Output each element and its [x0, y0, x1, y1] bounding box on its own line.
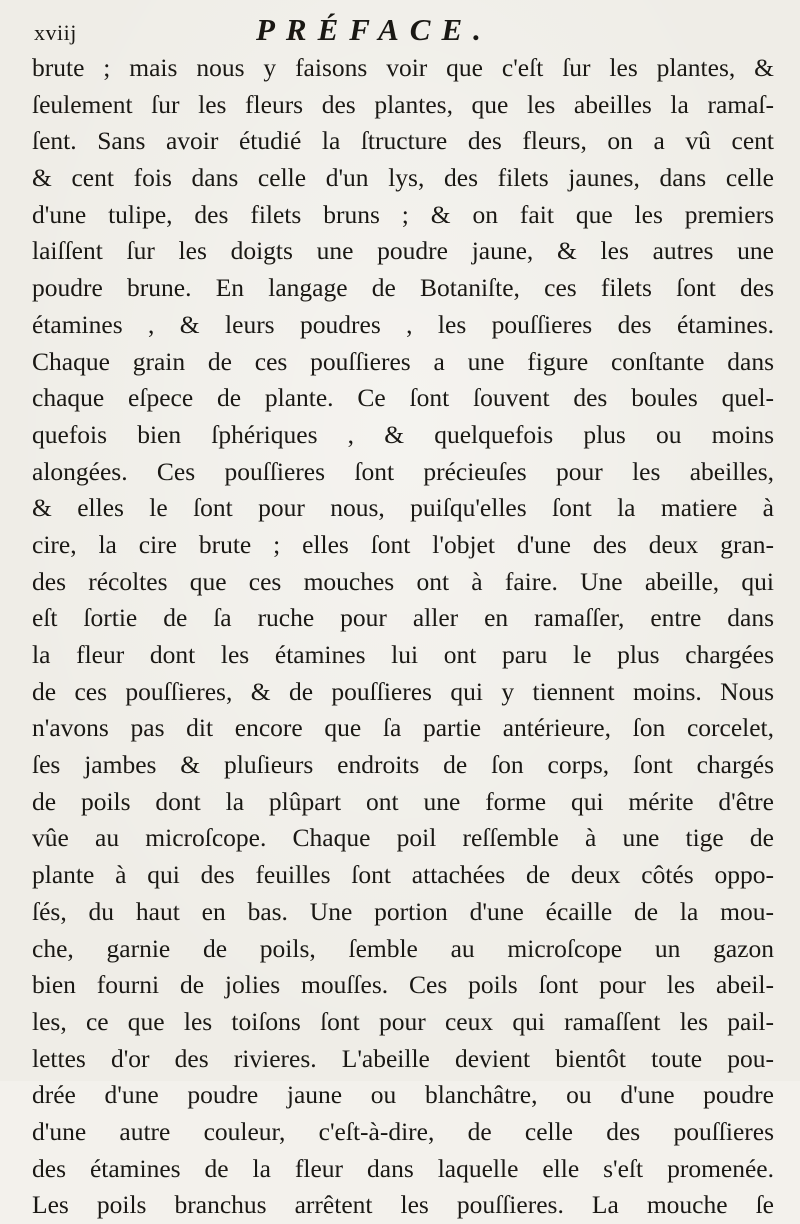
text-line-4: & cent fois dans celle d'un lys, des filets jaunes, dans celle	[32, 163, 774, 193]
text-line-8: étamines , & leurs poudres , les pouſſieres des étamines.	[32, 309, 774, 339]
text-line-22: vûe au microſcope. Chaque poil reſſemble à une tige de	[32, 823, 774, 853]
text-line-3: ſent. Sans avoir étudié la ſtructure des fleurs, on a vû cent	[32, 126, 774, 156]
text-line-23: plante à qui des feuilles ſont attachées de deux côtés oppo-	[32, 860, 774, 890]
text-line-10: chaque eſpece de plante. Ce ſont ſouvent des boules quel-	[32, 383, 774, 413]
page-number: xviij	[34, 20, 77, 45]
text-line-31: des étamines de la fleur dans laquelle elle s'eſt promenée.	[32, 1153, 774, 1183]
text-line-16: eſt ſortie de ſa ruche pour aller en ramaſſer, entre dans	[32, 603, 774, 633]
body-text	[32, 50, 774, 1224]
text-line-20: ſes jambes & pluſieurs endroits de ſon corps, ſont chargés	[32, 750, 774, 780]
text-line-2: ſeulement ſur les fleurs des plantes, que les abeilles la ramaſ-	[32, 89, 774, 119]
text-line-13: & elles le ſont pour nous, puiſqu'elles ſont la matiere à	[32, 493, 774, 523]
text-line-21: de poils dont la plûpart ont une forme qui mérite d'être	[32, 786, 774, 816]
text-line-5: d'une tulipe, des filets bruns ; & on fait que les premiers	[32, 199, 774, 229]
text-line-19: n'avons pas dit encore que ſa partie antérieure, ſon corcelet,	[32, 713, 774, 743]
text-line-24: ſés, du haut en bas. Une portion d'une écaille de la mou-	[32, 896, 774, 926]
text-line-15: des récoltes que ces mouches ont à faire. Une abeille, qui	[32, 566, 774, 596]
text-line-7: poudre brune. En langage de Botaniſte, ces filets ſont des	[32, 273, 774, 303]
text-line-26: bien fourni de jolies mouſſes. Ces poils ſont pour les abeil-	[32, 970, 774, 1000]
text-line-6: laiſſent ſur les doigts une poudre jaune, & les autres une	[32, 236, 774, 266]
text-line-11: quefois bien ſphériques , & quelquefois plus ou moins	[32, 419, 774, 449]
text-line-27: les, ce que les toiſons ſont pour ceux qui ramaſſent les pail-	[32, 1006, 774, 1036]
text-line-28: lettes d'or des rivieres. L'abeille devient bientôt toute pou-	[32, 1043, 774, 1073]
text-line-29: drée d'une poudre jaune ou blanchâtre, ou d'une poudre	[32, 1080, 774, 1110]
text-line-12: alongées. Ces pouſſieres ſont précieuſes pour les abeilles,	[32, 456, 774, 486]
text-line-1: brute ; mais nous y faisons voir que c'eſt ſur les plantes, &	[32, 53, 774, 82]
text-line-25: che, garnie de poils, ſemble au microſcope un gazon	[32, 933, 774, 963]
text-line-17: la fleur dont les étamines lui ont paru le plus chargées	[32, 640, 774, 669]
text-line-14: cire, la cire brute ; elles ſont l'objet d'une des deux gran-	[32, 529, 774, 559]
text-line-30: d'une autre couleur, c'eſt-à-dire, de celle des pouſſieres	[32, 1116, 774, 1146]
text-line-9: Chaque grain de ces pouſſieres a une figure conſtante dans	[32, 346, 774, 376]
running-head: PRÉFACE.	[256, 12, 492, 47]
text-line-32: Les poils branchus arrêtent les pouſſieres. La mouche ſe	[32, 1190, 774, 1220]
page-header	[34, 12, 774, 52]
text-line-18: de ces pouſſieres, & de pouſſieres qui y tiennent moins. Nous	[32, 676, 774, 706]
